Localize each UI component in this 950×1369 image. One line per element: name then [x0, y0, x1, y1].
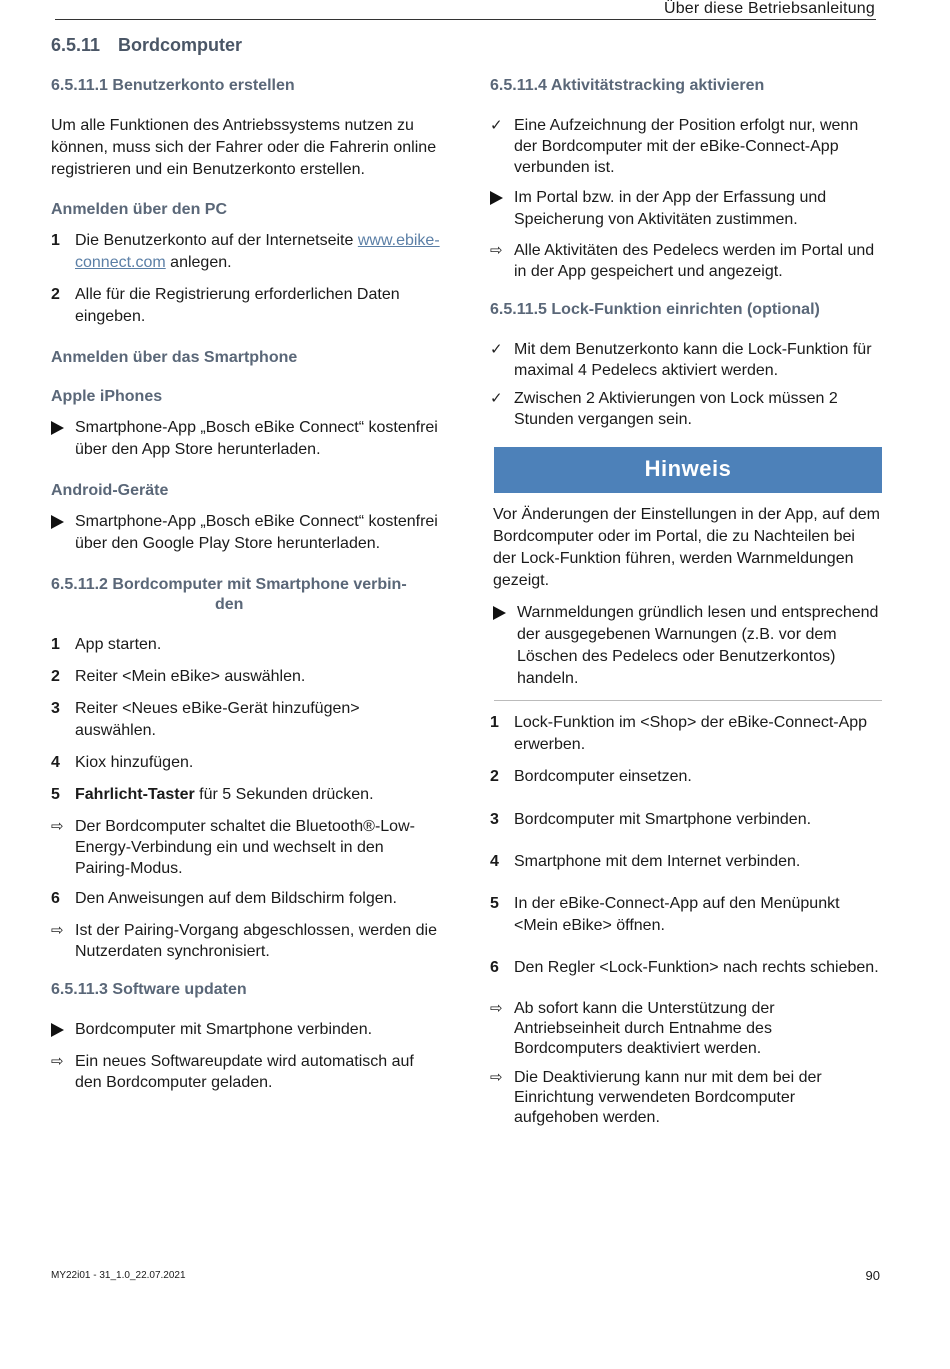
triangle-arrow-icon: [493, 602, 513, 627]
s3-title: Software updaten: [112, 981, 247, 998]
step-number: 3: [490, 811, 499, 828]
pc-step-1: [51, 230, 441, 274]
header-rule: [55, 19, 876, 20]
s2-result-1-text: Der Bordcomputer schaltet die Bluetooth®-Low-Energy-Verbindung ein und wechselt in den Pairing-Modus.: [75, 818, 415, 877]
check-icon: ✓: [490, 117, 503, 134]
s2-step-4: [51, 752, 441, 774]
triangle-arrow-icon: [51, 417, 71, 442]
s4-title: Aktivitätstracking aktivieren: [550, 77, 765, 94]
hinweis-banner: Hinweis: [494, 447, 882, 493]
s3-result-text: Ein neues Softwareupdate wird automatisch auf den Bordcomputer geladen.: [75, 1053, 414, 1091]
s5-step-6: [490, 957, 882, 979]
step-number: 4: [51, 754, 60, 771]
s5-step-text: Smartphone mit dem Internet verbinden.: [514, 853, 801, 870]
hinweis-action: [493, 602, 882, 690]
s4-precondition-text: Eine Aufzeichnung der Position erfolgt nur, wenn der Bordcomputer mit der eBike-Connect-App verbunden ist.: [514, 117, 859, 176]
check-icon: ✓: [490, 341, 503, 358]
step-number: 6: [490, 959, 499, 976]
s3-number: 6.5.11.3: [51, 981, 108, 998]
s5-precondition-2: [490, 388, 882, 430]
s4-number: 6.5.11.4: [490, 77, 547, 94]
android-heading: Android-Geräte: [51, 482, 169, 499]
android-action: [51, 511, 441, 555]
s4-action: [490, 187, 882, 231]
s5-step-1: [490, 712, 882, 756]
s5-result-1: [490, 999, 882, 1059]
s5-step-text: Lock-Funktion im <Shop> der eBike-Connect-App erwerben.: [514, 714, 868, 753]
s1-intro: Um alle Funktionen des Antriebssystems nutzen zu können, muss sich der Fahrer oder die Fahrerin online registrieren und ein Benutzerkonto erstellen.: [51, 117, 437, 178]
section-number: 6.5.11: [51, 35, 101, 55]
hinweis-action-text: Warnmeldungen gründlich lesen und entsprechend der ausgegebenen Warnungen (z.B. vor dem Löschen des Pedelecs oder Benutzerkontos) handeln.: [517, 604, 879, 687]
section-title: [51, 35, 242, 56]
s2-heading: [51, 575, 441, 615]
s2-step-text: Reiter <Neues eBike-Gerät hinzufügen> auswählen.: [75, 700, 360, 739]
s5-result-2: [490, 1068, 882, 1128]
s2-step-6: [51, 888, 441, 910]
s4-precondition: [490, 115, 882, 178]
pc-step-1-text: Die Benutzerkonto auf der Internetseite: [75, 232, 358, 249]
s2-result-2: [51, 920, 441, 962]
check-icon: ✓: [490, 390, 503, 407]
pc-step-1-suffix: anlegen.: [165, 254, 232, 271]
s1-title: Benutzerkonto erstellen: [112, 77, 295, 94]
hollow-arrow-icon: ⇨: [490, 1000, 503, 1017]
s4-result: [490, 240, 882, 282]
s5-step-text: In der eBike-Connect-App auf den Menüpunkt <Mein eBike> öffnen.: [514, 895, 840, 934]
s1-number: 6.5.11.1: [51, 77, 108, 94]
hinweis-text: Vor Änderungen der Einstellungen in der App, auf dem Bordcomputer oder im Portal, die zu Nachteilen bei der Lock-Funktion führen, werden Warnmeldungen gezeigt.: [493, 506, 880, 589]
s2-step-2: [51, 666, 441, 688]
header-title: Über diese Betriebsanleitung: [663, 0, 875, 17]
s5-precondition-1: [490, 339, 882, 381]
footer-doc-id: MY22i01 - 31_1.0_22.07.2021: [51, 1270, 186, 1281]
pc-step-2: [51, 284, 441, 328]
step-number: 1: [51, 232, 60, 249]
step-number: 5: [51, 786, 60, 803]
right-column: [490, 76, 882, 1128]
s3-action: [51, 1019, 441, 1041]
s2-step-5-text: für 5 Sekunden drücken.: [194, 786, 374, 803]
s5-result-1-text: Ab sofort kann die Unterstützung der Antriebseinheit durch Entnahme des Bordcomputers deaktiviert werden.: [514, 1000, 775, 1057]
apple-action: [51, 417, 441, 461]
s2-step-text: Kiox hinzufügen.: [75, 754, 194, 771]
s5-step-3: [490, 809, 882, 831]
s2-title: Bordcomputer mit Smartphone verbin-: [112, 576, 407, 593]
s2-step-6-text: Den Anweisungen auf dem Bildschirm folgen.: [75, 890, 397, 907]
step-number: 5: [490, 895, 499, 912]
s2-title-cont: den: [215, 596, 244, 613]
s5-step-text: Bordcomputer einsetzen.: [514, 768, 692, 785]
page-number: 90: [865, 1268, 880, 1283]
section-name: Bordcomputer: [118, 35, 243, 55]
fahrlicht-taster-label: Fahrlicht-Taster: [75, 786, 195, 803]
s2-step-text: App starten.: [75, 636, 162, 653]
pc-step-2-text: Alle für die Registrierung erforderlichen Daten eingeben.: [75, 286, 400, 325]
s5-number: 6.5.11.5: [490, 301, 547, 318]
s2-step-3: [51, 698, 441, 742]
s2-step-5: [51, 784, 441, 806]
ebike-connect-link[interactable]: www.ebike-connect.com: [75, 232, 440, 271]
step-number: 1: [490, 714, 499, 731]
s5-step-5: [490, 893, 882, 937]
s5-precondition-2-text: Zwischen 2 Aktivierungen von Lock müssen 2 Stunden vergangen sein.: [514, 390, 838, 428]
hollow-arrow-icon: ⇨: [51, 818, 64, 835]
triangle-arrow-icon: [490, 187, 510, 212]
triangle-arrow-icon: [51, 1019, 71, 1044]
hinweis-divider: [494, 700, 882, 701]
s2-step-1: [51, 634, 441, 656]
s2-number: 6.5.11.2: [51, 576, 108, 593]
step-number: 1: [51, 636, 60, 653]
s3-result: [51, 1051, 441, 1093]
s2-result-2-text: Ist der Pairing-Vorgang abgeschlossen, werden die Nutzerdaten synchronisiert.: [75, 922, 437, 960]
step-number: 2: [51, 286, 60, 303]
s5-step-text: Den Regler <Lock-Funktion> nach rechts schieben.: [514, 959, 879, 976]
step-number: 3: [51, 700, 60, 717]
s1-heading: [51, 77, 441, 95]
hollow-arrow-icon: ⇨: [51, 922, 64, 939]
s3-action-text: Bordcomputer mit Smartphone verbinden.: [75, 1021, 373, 1038]
phone-heading: Anmelden über das Smartphone: [51, 349, 298, 366]
s5-heading: [490, 301, 882, 319]
s4-heading: [490, 77, 882, 95]
hollow-arrow-icon: ⇨: [490, 242, 503, 259]
s5-step-4: [490, 851, 882, 873]
apple-action-text: Smartphone-App „Bosch eBike Connect“ kostenfrei über den App Store herunterladen.: [75, 419, 438, 458]
s5-result-2-text: Die Deaktivierung kann nur mit dem bei der Einrichtung verwendeten Bordcomputer aufgehoben werden.: [514, 1069, 822, 1126]
android-action-text: Smartphone-App „Bosch eBike Connect“ kostenfrei über den Google Play Store herunterladen.: [75, 513, 438, 552]
s2-result-1: [51, 816, 441, 879]
step-number: 4: [490, 853, 499, 870]
hollow-arrow-icon: ⇨: [490, 1069, 503, 1086]
s3-heading: [51, 981, 441, 999]
hollow-arrow-icon: ⇨: [51, 1053, 64, 1070]
pc-heading: Anmelden über den PC: [51, 201, 228, 218]
step-number: 2: [490, 768, 499, 785]
step-number: 2: [51, 668, 60, 685]
s5-title: Lock-Funktion einrichten (optional): [551, 301, 820, 318]
step-number: 6: [51, 890, 60, 907]
s4-action-text: Im Portal bzw. in der App der Erfassung und Speicherung von Aktivitäten zustimmen.: [514, 189, 827, 228]
s5-step-text: Bordcomputer mit Smartphone verbinden.: [514, 811, 812, 828]
s5-precondition-1-text: Mit dem Benutzerkonto kann die Lock-Funktion für maximal 4 Pedelecs aktiviert werden.: [514, 341, 872, 379]
apple-heading: Apple iPhones: [51, 388, 163, 405]
s2-step-text: Reiter <Mein eBike> auswählen.: [75, 668, 306, 685]
left-column: [51, 76, 441, 1093]
s4-result-text: Alle Aktivitäten des Pedelecs werden im Portal und in der App gespeichert und angezeigt.: [514, 242, 875, 280]
triangle-arrow-icon: [51, 511, 71, 536]
s5-step-2: [490, 766, 882, 788]
